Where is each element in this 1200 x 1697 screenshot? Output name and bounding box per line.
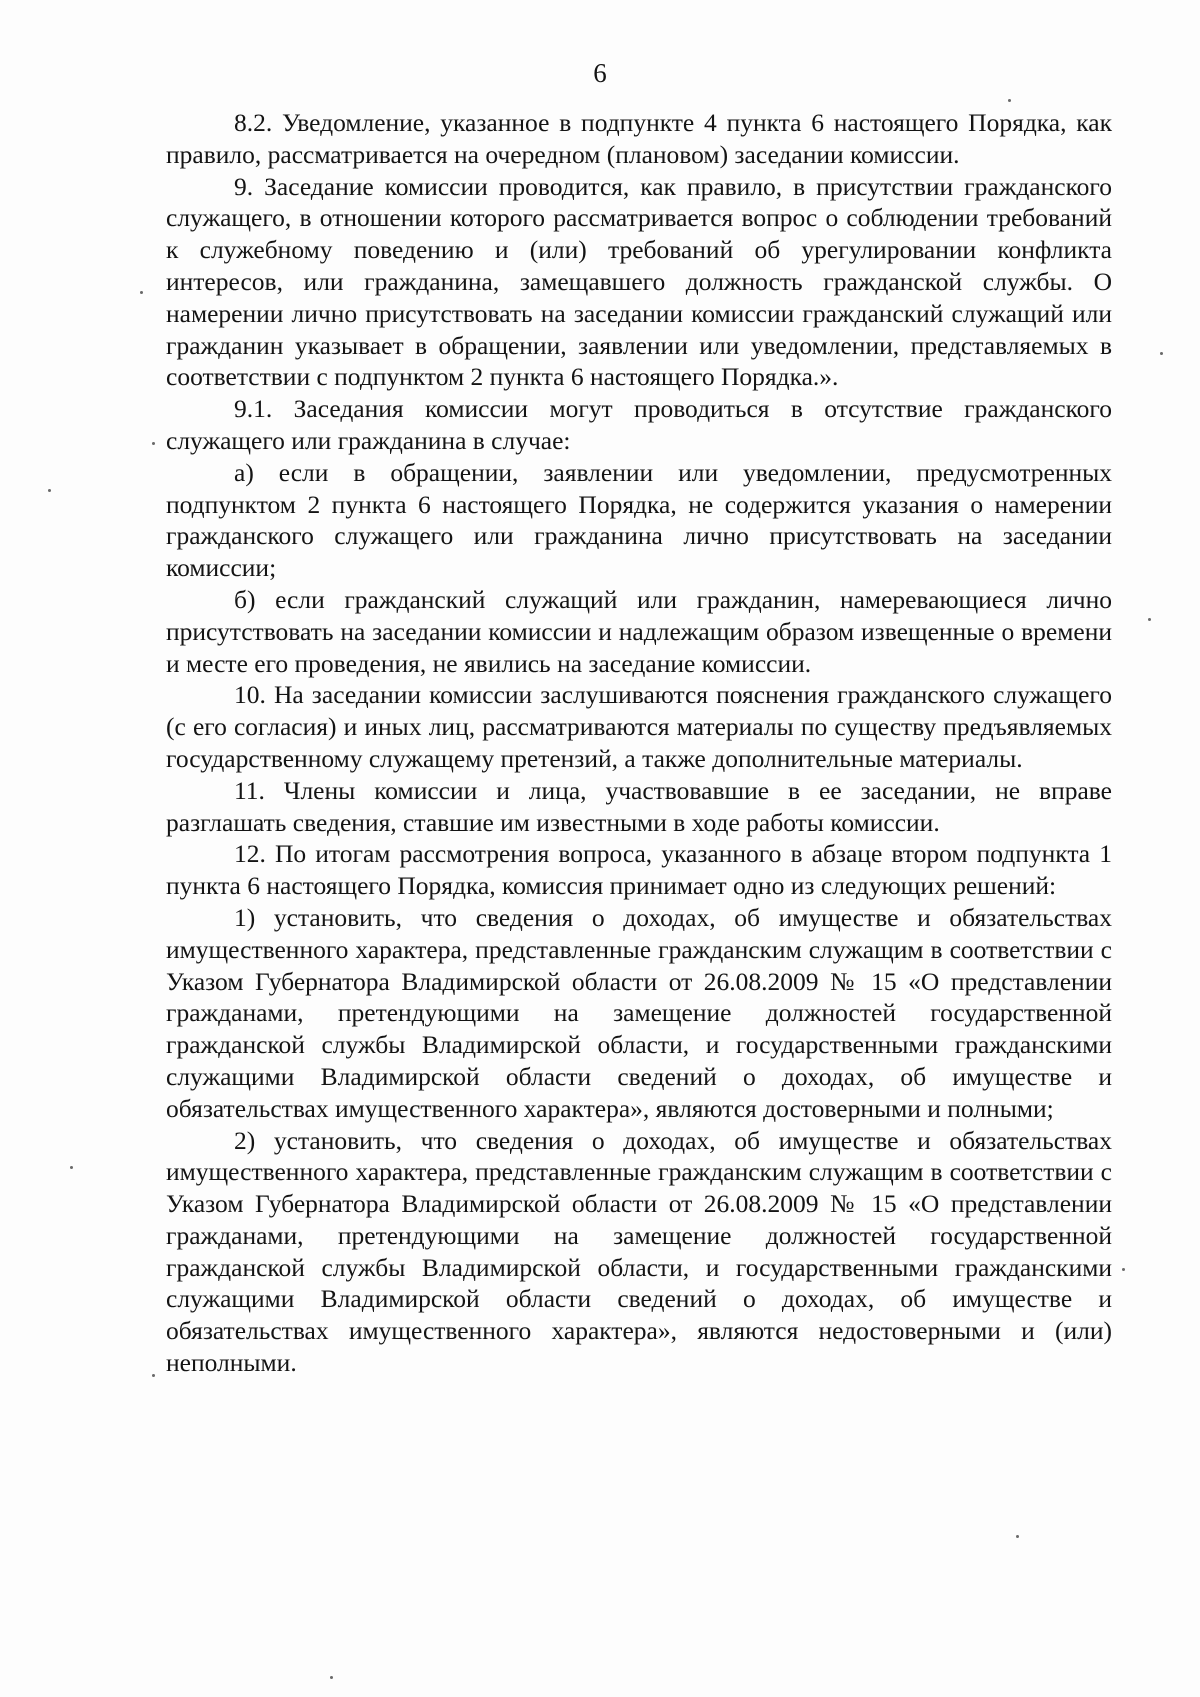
paragraph-9-1-a: а) если в обращении, заявлении или уведомлении, предусмотренных подпунктом 2 пункта 6 настоящего Порядка, не содержится указания о намерении гражданского служащего или гражданина лично присутствовать на заседании комиссии; [166,457,1112,583]
scan-speck [1148,618,1151,621]
page-number: 6 [593,58,607,88]
paragraph-12-1: 1) установить, что сведения о доходах, об имуществе и обязательствах имущественного характера, представленные гражданским служащим в соответствии с Указом Губернатора Владимирской области от 26.08.2009 № 15 «О представлении гражданами, претендующими на замещение должностей государственной гражданской службы Владимирской области, и государственными гражданскими служащими Владимирской области сведений о доходах, об имуществе и обязательствах имущественного характера», являются достоверными и полными; [166,902,1112,1123]
scan-speck [48,489,51,492]
scan-speck [1160,352,1163,355]
scan-speck [140,291,143,294]
paragraph-10: 10. На заседании комиссии заслушиваются пояснения гражданского служащего (с его согласия) и иных лиц, рассматриваются материалы по существу предъявляемых государственному служащему претензий, а также дополнительные материалы. [166,680,1112,773]
paragraph-9-1: 9.1. Заседания комиссии могут проводиться в отсутствие гражданского служащего или гражданина в случае: [166,394,1112,455]
scan-speck [1008,99,1011,102]
scan-speck [330,1676,333,1679]
scan-speck [70,1166,73,1169]
scan-speck [1122,1268,1125,1271]
paragraph-12-2: 2) установить, что сведения о доходах, об имуществе и обязательствах имущественного характера, представленные гражданским служащим в соответствии с Указом Губернатора Владимирской области от 26.08.2009 № 15 «О представлении гражданами, претендующими на замещение должностей государственной гражданской службы Владимирской области, и государственными гражданскими служащими Владимирской области сведений о доходах, об имуществе и обязательствах имущественного характера», являются недостоверными и (или) неполными. [166,1125,1112,1378]
paragraph-9: 9. Заседание комиссии проводится, как правило, в присутствии гражданского служащего, в отношении которого рассматривается вопрос о соблюдении требований к служебному поведению и (или) требований об урегулировании конфликта интересов, или гражданина, замещавшего должность гражданской службы. О намерении лично присутствовать на заседании комиссии гражданский служащий или гражданин указывает в обращении, заявлении или уведомлении, представляемых в соответствии с подпунктом 2 пункта 6 настоящего Порядка.». [166,171,1112,392]
scan-speck [152,442,155,445]
scan-speck [152,1374,155,1377]
paragraph-9-1-b: б) если гражданский служащий или гражданин, намеревающиеся лично присутствовать на заседании комиссии и надлежащим образом извещенные о времени и месте его проведения, не явились на заседание комиссии. [166,584,1112,678]
scan-speck [1016,1535,1019,1538]
document-body [166,107,1112,1379]
paragraph-11: 11. Члены комиссии и лица, участвовавшие в ее заседании, не вправе разглашать сведения, ставшие им известными в ходе работы комиссии. [166,775,1112,837]
paragraph-12: 12. По итогам рассмотрения вопроса, указанного в абзаце втором подпункта 1 пункта 6 настоящего Порядка, комиссия принимает одно из следующих решений: [166,839,1112,901]
paragraph-8-2: 8.2. Уведомление, указанное в подпункте 4 пункта 6 настоящего Порядка, как правило, рассматривается на очередном (плановом) заседании комиссии. [166,108,1112,169]
